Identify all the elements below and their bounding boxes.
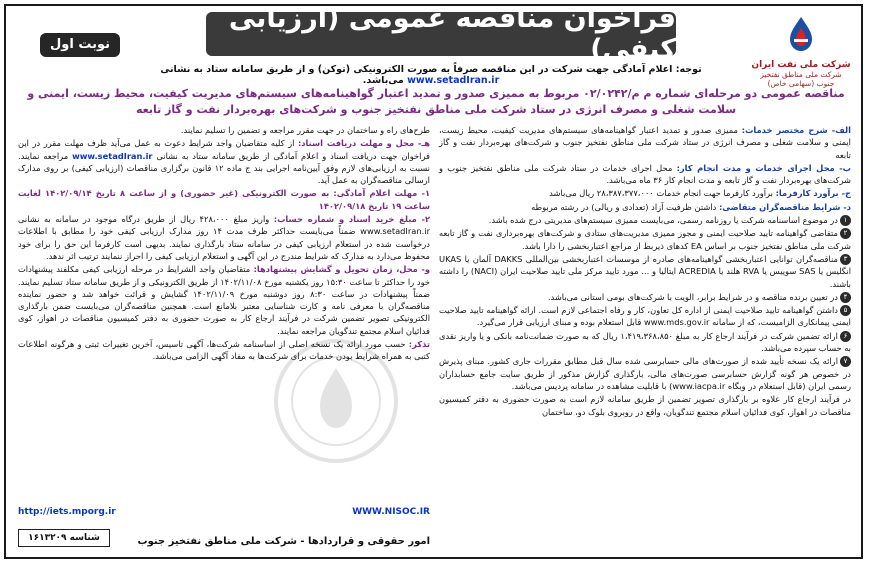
page-title: فراخوان مناقصه عمومی (ارزیابی کیفی): [228, 3, 676, 65]
section-d: [439, 201, 851, 213]
section-b-heading: ب- محل اجرای خدمات و مدت انجام کار:: [676, 162, 851, 173]
section-c: [439, 187, 851, 199]
footer: [18, 507, 430, 547]
note: [18, 338, 430, 363]
section-d-text: داشتن ظرفیت آزاد (تعدادی و ریالی) در رشته مربوطه: [531, 201, 717, 212]
condition-item: [439, 227, 851, 252]
condition-text: در موضوع اساسنامه شرکت یا روزنامه رسمی، می‌بایست ممیزی سیستم‌های مدیریتی درج شده باشد.: [488, 215, 838, 226]
number-badge-icon: ۲: [840, 228, 851, 239]
condition-text: مناقصه‌گران توانایی اعتباربخشی گواهینامه‌های صادره از موسسات اعتباربخشی بین‌المللی DAKKS آلمان یا UKAS انگلیس یا SAS سوییس یا RVA هلند یا ACREDIA ایتالیا و ... مورد تایید مرکز ملی تایید صلاحیت ایران (NACI) را داشته باشند.: [439, 253, 851, 289]
notice-site-link[interactable]: www.setadIran.ir: [407, 75, 500, 86]
condition-item: [439, 355, 851, 392]
right-column: [439, 124, 851, 549]
section-g-text: متقاضیان واجد الشرایط در مرحله ارزیابی کیفی مکلفند پیشنهادات خود را حداکثر تا ساعت ۱۵:۳۰ روز یکشنبه مورخ ۱۴۰۲/۱۱/۰۸ از طریق الکترونیکی و از طریق سامانه ستاد تسلیم نمایند. ضمناً پیشنهادات در ساعت ۸:۳۰ روز دوشنبه مورخ ۱۴۰۲/۱۱/۰۹ گشایش و قرائت خواهد شد و حضور نماینده مناقصه‌گران با معرفی نامه و کارت شناسایی معتبر بلامانع است. همچنین مناقصه‌گران می‌بایست ضمن بارگذاری الکترونیکی تصویر تضمین شرکت در فرآیند ارجاع کار به صورت حضوری به دفتر کمیسیون مناقصات در اهواز، کوی فدائیان اسلام مجتمع تندگویان مراجعه نمایند.: [18, 264, 430, 336]
section-e-text-2: مراجعه نمایند. نسبت به ارزیابی‌های لازم وفق آیین‌نامه اجرایی بند ج ماده ۱۲ قانون برگزاری مناقصات (ارزیابی کیفی) بر روی مدارک ارسالی مناقصه‌گران به عمل آید.: [18, 150, 430, 186]
section-g: [18, 263, 430, 337]
section-e-heading: هـ- محل و مهلت دریافت اسناد:: [297, 138, 430, 149]
section-g-heading: و- محل، زمان تحویل و گشایش پیشنهادها:: [253, 264, 430, 275]
condition-text: متقاضی گواهینامه تایید صلاحیت ایمنی و مجوز ممیزی مدیریت‌های ستادی و شرکت‌های بهره‌برداری نفت و گاز تابعه شرکت ملی مناطق نفتخیز جنوب بر اساس EA کدهای ذیربط از مراجع اعتباربخشی را دارا باشد.: [439, 228, 851, 251]
note-heading: تذکر:: [408, 339, 431, 350]
condition-text: در تعیین برنده مناقصه و در شرایط برابر، الویت با شرکت‌های بومی استانی می‌باشد.: [547, 291, 838, 302]
section-a-text: ممیزی صدور و تمدید اعتبار گواهینامه‌های سیستم‌های مدیریت کیفیت، محیط زیست، ایمنی و سلامت شغلی و مصرف انرژی در ستاد شرکت ملی مناطق نفتخیز جنوب و شرکت‌های بهره‌بردار نفت و گاز تابعه: [439, 125, 851, 160]
note-text: حسب مورد ارائه یک نسخه اصلی از اساسنامه شرکت‌ها، آگهی تاسیس، آخرین تغییرات ثبتی و هرگونه اطلاعات کتبی به همراه شرایط بودن خدمات برای شرکت‌ها به مفاد آگهی الزامی می‌باشد.: [18, 339, 430, 362]
section-e: [18, 137, 430, 186]
condition-item: [439, 253, 851, 290]
company-logo: [751, 14, 851, 88]
section-b-text: محل اجرای خدمات در ستاد شرکت ملی مناطق نفتخیز جنوب و شرکت‌های بهره‌بردار نفت و گاز تابعه و مدت انجام کار ۳۶ ماه می‌باشد.: [439, 162, 851, 186]
number-badge-icon: ۶: [840, 331, 851, 342]
section-d-heading: د- شرایط مناقصه‌گران متقاضی:: [718, 201, 851, 212]
oil-flame-logo-icon: [781, 14, 821, 54]
notice-frame: [4, 4, 863, 559]
round-badge: نوبت اول: [40, 33, 120, 57]
notice-id-box: شناسه ۱۶۱۳۲۰۹: [18, 529, 110, 547]
section-c-text: برآورد کارفرما جهت انجام خدمات ۲۸،۳۸۷،۳۷۷،۰۰۰ ریال می‌باشد: [549, 188, 773, 199]
condition-item: [439, 304, 851, 329]
left-intro: طرح‌های راه و ساختمان در جهت مقرر مراجعه و تضمین را تسلیم نمایند.: [180, 125, 430, 135]
condition-item: [439, 291, 851, 303]
condition-text: ارائه تضمین شرکت در فرآیند ارجاع کار به مبلغ ۱،۴۱۹،۳۶۸،۸۵۰ ریال که به صورت ضمانت‌نامه بانکی و یا واریز نقدی به حساب سپرده می‌باشد.: [439, 330, 851, 354]
condition-item: [439, 330, 851, 355]
section-b: [439, 162, 851, 187]
deadline-line: ۱- مهلت اعلام آمادگی: به صورت الکترونیکی (غیر حضوری) و از ساعت ۸ تاریخ ۱۴۰۲/۰۹/۱۴ لغایت ساعت ۱۹ تاریخ ۱۴۰۲/۰۹/۱۸: [18, 188, 431, 211]
section-e-text: از کلیه متقاضیان واجد شرایط دعوت به عمل می‌آید ظرف مهلت مقرر در این فراخوان جهت دریافت اسناد و اعلام آمادگی از طریق سامانه ستاد به نشانی: [18, 138, 431, 161]
section-f2-text: واریز مبلغ ۴۲۸،۰۰۰ ریال از طریق درگاه موجود در سامانه به نشانی www.setadIran.ir ضمناً می‌بایست حداکثر ظرف مدت ۱۴ روز مدارک ارزیابی کیفی خود را مطابق با اطلاعات درخواست شده در استعلام ارزیابی کیفی در سامانه ستاد بارگذاری نمایند. بدیهی است کارفرما این حق را برای خود محفوظ می‌دارد به مدارک که شرایط مندرج در این آگهی و استعلام ارزیابی کیفی را احراز ننمایند ترتیب اثر ندهد.: [18, 214, 430, 261]
number-badge-icon: ۳: [840, 254, 851, 265]
section-a-heading: الف- شرح مختصر خدمات:: [741, 125, 851, 135]
section-a: [439, 124, 851, 161]
notice-prefix: توجه: اعلام آمادگی جهت شرکت در این مناقصه صرفاً به صورت الکترونیکی (توکن) و از طریق سامانه ستاد به نشانی: [160, 64, 702, 75]
number-badge-icon: ۷: [840, 356, 851, 367]
condition-item: [439, 214, 851, 226]
setad-link[interactable]: www.setadIran.ir: [72, 150, 153, 161]
section-f2: [18, 213, 430, 262]
section-f2-heading: ۲- مبلغ خرید اسناد و شماره حساب:: [273, 214, 431, 225]
right-tail: در فرآیند ارجاع کار علاوه بر بارگذاری تصویر تضمین از طریق سامانه لازم است به صورت حضوری به دفتر کمیسیون مناقصات در اهواز، کوی فدائیان اسلام مجتمع تندگویان، واقع در روبروی بلوک دو، ساختمان: [439, 394, 851, 417]
iets-link[interactable]: http://iets.mporg.ir: [18, 507, 116, 517]
nisoc-link[interactable]: WWW.NISOC.IR: [352, 507, 430, 517]
number-badge-icon: ۵: [840, 305, 851, 316]
condition-text: داشتن گواهینامه تایید صلاحیت ایمنی از اداره کل تعاون، کار و رفاه اجتماعی لازم است. ارائه گواهینامه تایید صلاحیت ایمنی پیمانکاری الزامیست، که از سامانه www.mds.gov.ir قابل استعلام بوده و مبنای ارزیابی قرار می‌گیرد.: [439, 305, 851, 328]
signature: امور حقوقی و قراردادها - شرکت ملی مناطق نفتخیز جنوب: [137, 536, 430, 547]
title-banner: [206, 3, 676, 65]
logo-caption-2: شرکت ملی مناطق نفتخیز جنوب (سهامی خاص): [760, 70, 842, 88]
section-c-heading: ج- برآورد کارفرما:: [775, 188, 851, 199]
logo-caption-1: شرکت ملی نفت ایران: [751, 60, 851, 70]
number-badge-icon: ۴: [840, 292, 851, 303]
tender-title: مناقصه عمومی دو مرحله‌ای شماره م م/۰۲/۰۲۴۲ مربوط به ممیزی صدور و تمدید اعتبار گواهینامه‌های سیستم‌های مدیریت کیفیت، محیط زیست، ایمنی و سلامت شغلی و مصرف انرژی در ستاد شرکت ملی مناطق نفتخیز جنوب و شرکت‌های بهره‌بردار نفت و گاز تابعه: [27, 87, 845, 116]
notice-line: [126, 64, 736, 86]
footer-sites: [18, 507, 430, 517]
number-badge-icon: ۱: [840, 215, 851, 226]
condition-text: ارائه یک نسخه تأیید شده از صورت‌های مالی حسابرسی شده سال قبل مطابق مقررات جاری کشور. مبنای پذیرش در خصوص هر گونه گزارش حسابرسی صورت‌های مالی، بارگذاری گزارش مذکور از طریق سایت جامع حسابداران رسمی ایران (قابل استعلام در وبگاه www.iacpa.ir) با قابلیت مشاهده در سامانه پردیس می‌باشد.: [439, 356, 851, 391]
notice-suffix: می‌باشد.: [362, 75, 404, 86]
left-column: [18, 124, 430, 528]
